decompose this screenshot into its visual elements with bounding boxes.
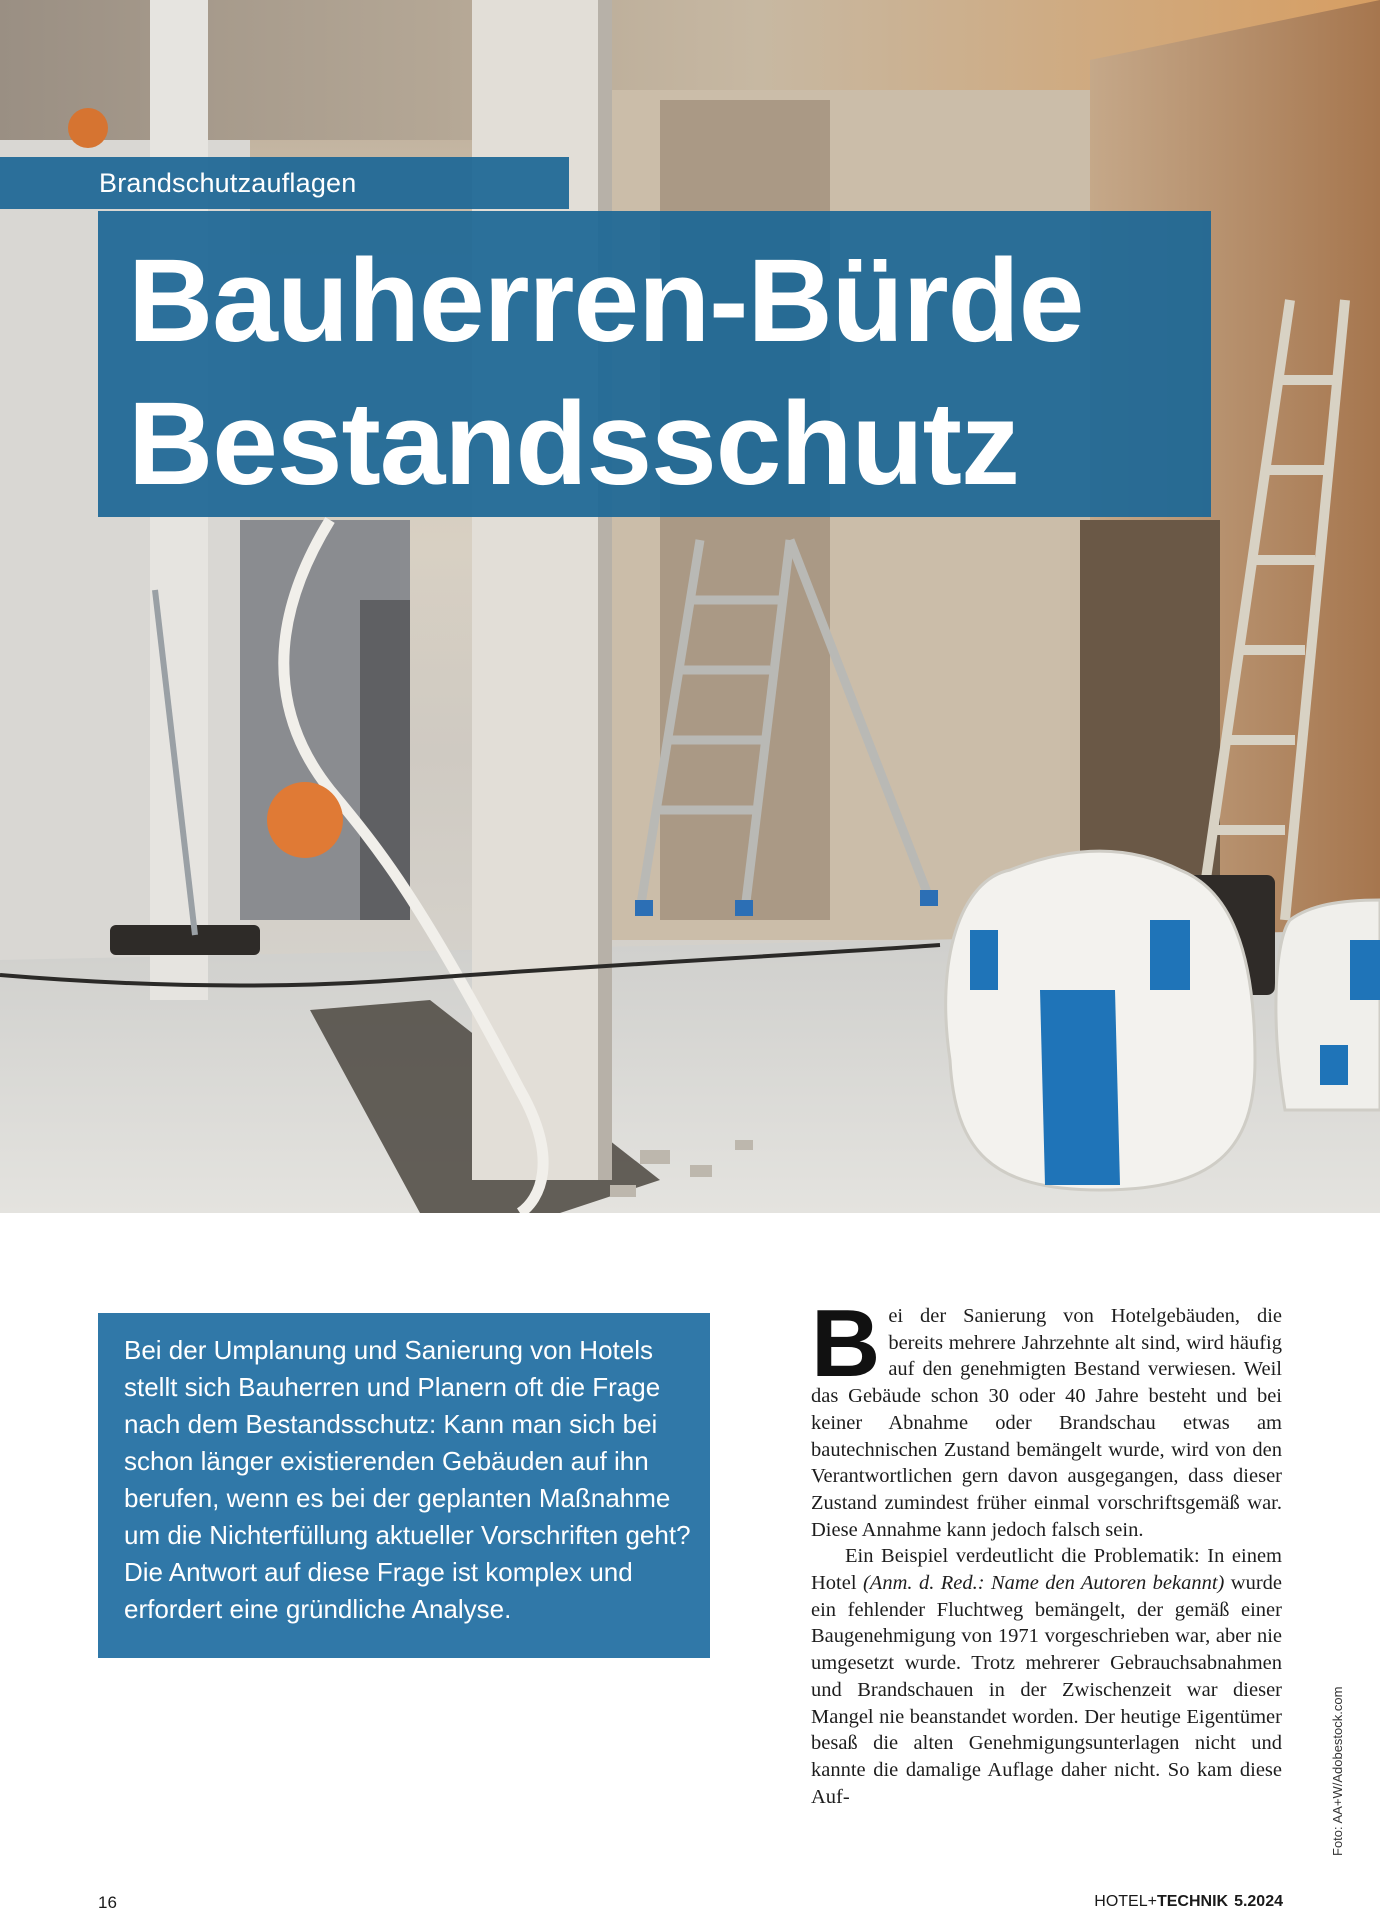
magazine-name-technik: TECHNIK [1156, 1893, 1229, 1910]
body-paragraph-2 [811, 1543, 1282, 1810]
body-column [811, 1290, 1283, 1810]
magazine-name-hotel: HOTEL+ [1094, 1893, 1157, 1910]
drop-cap: B [811, 1290, 881, 1397]
paragraph-2-start: Ein Beispiel verdeutlicht die Problematik: In einem Hotel [811, 1545, 1282, 1595]
issue-number: 5.2024 [1234, 1893, 1283, 1910]
magazine-footer [1094, 1893, 1283, 1911]
editor-note: (Anm. d. Red.: Name den Autoren bekannt) [862, 1572, 1225, 1595]
lead-text: Bei der Umplanung und Sanierung von Hotels stellt sich Bauherren und Planern oft die Frage nach dem Bestandsschutz: Kann man sich bei schon länger existierenden Gebäuden auf ihn berufen, wenn es bei der geplanten Maßnahme um die Nichterfüllung aktueller Vorschriften geht? Die Antwort auf diese Frage ist komplex und erfordert eine gründliche Analyse. [124, 1335, 691, 1624]
section-kicker: Brandschutzauflagen [99, 168, 357, 198]
page-number: 16 [98, 1893, 117, 1912]
paragraph-2-text: wurde ein fehlender Fluchtweg bemängelt, der gemäß einer Baugenehmigung von 1971 vorgeschrieben war, aber nie umgesetzt wurde. Trotz mehrerer Gebrauchsabnahmen und Brandschauen in der Zwischenzeit war dieser Mangel nie beanstandet worden. Der heutige Eigentümer besaß die alten Genehmigungsunterlagen nicht und kannte die damalige Auflage daher nicht. So kam diese Auf- [811, 1572, 1283, 1808]
photo-credit: Foto: AA+W/Adobestock.com [1330, 1686, 1345, 1856]
paragraph-1-text: ei der Sanierung von Hotelgebäuden, die bereits mehrere Jahrzehnte alt sind, wird häufig auf den genehmigten Bestand verwiesen. Weil das Gebäude schon 30 oder 40 Jahre besteht und bei keiner Abnahme oder Brandschau etwas am bautechnischen Zustand bemängelt wurde, wird von den Verantwortlichen gern davon ausgegangen, dass dieser Zustand zumindest früher einmal vorschriftsgemäß war. Diese Annahme kann jedoch falsch sein. [811, 1305, 1282, 1541]
body-paragraph-1 [811, 1290, 1282, 1543]
headline-line-1: Bauherren-Bürde [128, 235, 1084, 367]
headline-line-2: Bestandsschutz [128, 378, 1019, 510]
